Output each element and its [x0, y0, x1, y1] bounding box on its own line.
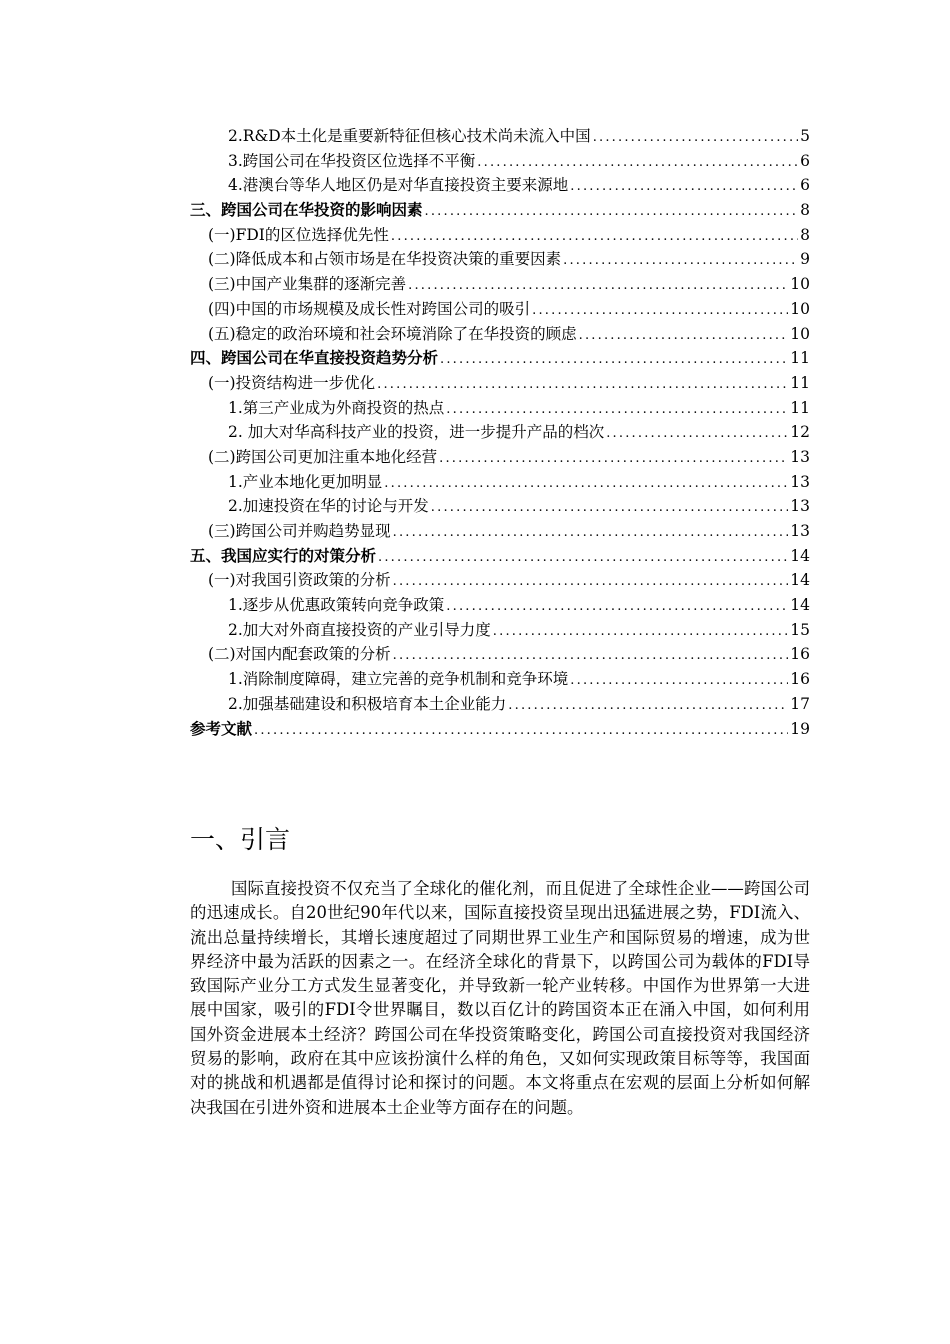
toc-entry-page-number: 10: [790, 299, 810, 318]
toc-entry-page-number: 17: [790, 694, 810, 713]
toc-entry-page-number: 10: [790, 324, 810, 343]
toc-dot-leader: [532, 299, 788, 324]
toc-entry-title: (三)跨国公司并购趋势显现: [208, 522, 391, 540]
toc-entry-page-number: 6: [800, 151, 810, 170]
toc-entry-page-number: 16: [790, 645, 810, 664]
toc-entry[interactable]: [190, 371, 810, 396]
toc-entry[interactable]: [190, 445, 810, 470]
toc-entry[interactable]: [190, 272, 810, 297]
toc-entry[interactable]: [190, 124, 810, 149]
toc-entry-title: (一)FDI的区位选择优先性: [208, 225, 389, 244]
toc-entry[interactable]: [190, 642, 810, 667]
toc-entry-page-number: 6: [800, 176, 810, 195]
toc-entry-page-number: 14: [790, 571, 810, 590]
toc-dot-leader: [391, 225, 798, 250]
toc-dot-leader: [384, 472, 788, 497]
toc-entry-title: 2.加大对外商直接投资的产业引导力度: [228, 620, 491, 639]
toc-entry[interactable]: [190, 544, 810, 569]
toc-dot-leader: [446, 398, 788, 423]
section-heading: 一、引言: [190, 825, 291, 854]
toc-entry-title: 三、跨国公司在华投资的影响因素: [190, 200, 423, 220]
toc-entry[interactable]: [190, 149, 810, 174]
toc-entry[interactable]: [190, 247, 810, 272]
toc-entry[interactable]: [190, 223, 810, 248]
toc-entry[interactable]: [190, 297, 810, 322]
toc-entry-page-number: 8: [800, 201, 810, 220]
toc-entry-page-number: 14: [790, 546, 810, 565]
toc-dot-leader: [378, 546, 788, 571]
toc-entry-title: (二)跨国公司更加注重本地化经营: [208, 447, 438, 466]
toc-entry-title: 2.加速投资在华的讨论与开发: [228, 497, 429, 516]
toc-dot-leader: [593, 126, 798, 151]
toc-entry-title: 1.第三产业成为外商投资的热点: [228, 398, 445, 417]
intro-paragraph: 国际直接投资不仅充当了全球化的催化剂，而且促进了全球性企业——跨国公司的迅速成长。自20世纪90年代以来，国际直接投资呈现出迅猛进展之势，FDI流入、流出总量持续增长，其增长速度超过了同期世界工业生产和国际贸易的增速，成为世界经济中最为活跃的因素之一。在经济全球化的背景下，以跨国公司为载体的FDI导致国际产业分工方式发生显著变化，并导致新一轮产业转移。中国作为世界第一大进展中国家，吸引的FDI令世界瞩目，数以百亿计的跨国资本正在涌入中国，如何利用国外资金进展本土经济？跨国公司在华投资策略变化，跨国公司直接投资对我国经济贸易的影响，政府在其中应该扮演什么样的角色，又如何实现政策目标等等，我国面对的挑战和机遇都是值得讨论和探讨的问题。本文将重点在宏观的层面上分析如何解决我国在引进外资和进展本土企业等方面存在的问题。: [190, 879, 810, 1117]
toc-entry-title: (一)投资结构进一步优化: [208, 373, 376, 392]
toc-entry-page-number: 11: [790, 373, 810, 392]
toc-entry-title: (二)对国内配套政策的分析: [208, 645, 391, 664]
toc-entry-title: 参考文献: [190, 718, 253, 738]
toc-entry[interactable]: [190, 470, 810, 495]
toc-dot-leader: [563, 249, 798, 274]
toc-entry[interactable]: [190, 420, 810, 445]
table-of-contents: [190, 124, 810, 741]
toc-entry-page-number: 13: [790, 497, 810, 516]
toc-entry-page-number: 10: [790, 275, 810, 294]
toc-entry-title: 四、跨国公司在华直接投资趋势分析: [190, 348, 439, 368]
toc-entry-page-number: 13: [790, 522, 810, 540]
toc-dot-leader: [408, 274, 788, 299]
toc-entry-title: (二)降低成本和占领市场是在华投资决策的重要因素: [208, 250, 562, 269]
toc-entry-title: 1.消除制度障碍，建立完善的竞争机制和竞争环境: [228, 670, 569, 689]
toc-entry[interactable]: [190, 396, 810, 421]
toc-dot-leader: [570, 175, 798, 200]
toc-dot-leader: [440, 348, 788, 373]
toc-dot-leader: [446, 595, 788, 620]
toc-entry-page-number: 14: [790, 596, 810, 615]
toc-entry[interactable]: [190, 494, 810, 519]
toc-dot-leader: [393, 644, 789, 669]
toc-entry-title: 2.R&D本土化是重要新特征但核心技术尚未流入中国: [228, 127, 591, 145]
toc-entry-page-number: 15: [790, 620, 810, 639]
toc-entry-title: 3.跨国公司在华投资区位选择不平衡: [228, 151, 476, 170]
toc-dot-leader: [493, 620, 788, 645]
toc-entry[interactable]: [190, 198, 810, 223]
toc-dot-leader: [425, 200, 799, 225]
toc-entry[interactable]: [190, 667, 810, 692]
toc-entry-title: 五、我国应实行的对策分析: [190, 545, 377, 565]
toc-entry-title: (三)中国产业集群的逐渐完善: [208, 275, 407, 294]
toc-entry-page-number: 11: [790, 398, 810, 417]
toc-entry-title: (四)中国的市场规模及成长性对跨国公司的吸引: [208, 299, 531, 318]
toc-dot-leader: [508, 694, 788, 719]
toc-entry-page-number: 13: [790, 472, 810, 491]
toc-dot-leader: [579, 324, 789, 349]
toc-dot-leader: [439, 447, 788, 472]
toc-entry-page-number: 12: [790, 423, 810, 442]
toc-entry-title: (一)对我国引资政策的分析: [208, 571, 391, 590]
toc-entry[interactable]: [190, 618, 810, 643]
toc-dot-leader: [377, 373, 788, 398]
toc-dot-leader: [477, 151, 798, 176]
toc-dot-leader: [393, 570, 789, 595]
toc-entry-page-number: 5: [800, 127, 810, 145]
toc-dot-leader: [570, 669, 788, 694]
toc-entry-page-number: 13: [790, 447, 810, 466]
toc-entry-title: 4.港澳台等华人地区仍是对华直接投资主要来源地: [228, 176, 569, 195]
toc-entry[interactable]: [190, 173, 810, 198]
toc-entry[interactable]: [190, 568, 810, 593]
toc-entry[interactable]: [190, 717, 810, 742]
toc-entry-page-number: 8: [800, 225, 810, 244]
toc-entry-page-number: 19: [790, 719, 810, 738]
toc-entry-title: 2.加强基础建设和积极培育本土企业能力: [228, 694, 507, 713]
toc-entry[interactable]: [190, 519, 810, 544]
toc-entry-page-number: 11: [790, 349, 810, 368]
toc-entry-page-number: 16: [790, 670, 810, 689]
toc-entry[interactable]: [190, 593, 810, 618]
toc-entry[interactable]: [190, 346, 810, 371]
toc-dot-leader: [431, 496, 788, 521]
toc-entry[interactable]: [190, 692, 810, 717]
toc-entry[interactable]: [190, 322, 810, 347]
toc-dot-leader: [393, 521, 789, 546]
toc-entry-title: (五)稳定的政治环境和社会环境消除了在华投资的顾虑: [208, 324, 577, 343]
toc-dot-leader: [606, 422, 788, 447]
toc-entry-title: 1.逐步从优惠政策转向竞争政策: [228, 596, 445, 615]
toc-entry-page-number: 9: [800, 250, 810, 269]
toc-entry-title: 1.产业本地化更加明显: [228, 472, 383, 491]
toc-entry-title: 2. 加大对华高科技产业的投资，进一步提升产品的档次: [228, 423, 605, 442]
toc-dot-leader: [254, 719, 788, 744]
